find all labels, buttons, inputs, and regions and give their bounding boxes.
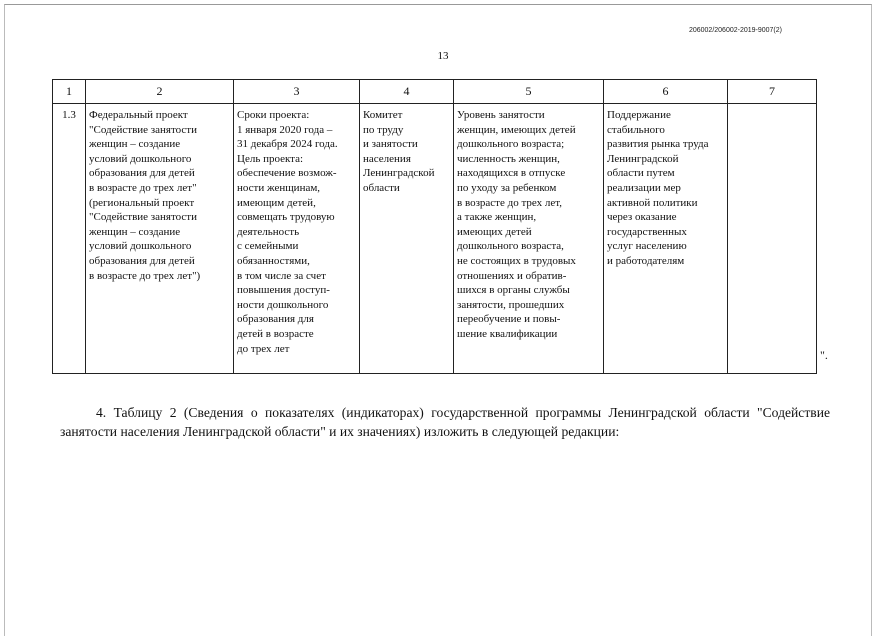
project-name-cell: Федеральный проект "Содействие занятости женщин – создание условий дошкольного образования для детей в возрасте до трех лет" (региональный проект "Содействие занятости женщин – создание условий дошкольного образования для детей в возрасте до трех лет") bbox=[86, 104, 234, 374]
column-number-3: 3 bbox=[234, 80, 360, 104]
document-code: 206002/206002-2019-9007(2) bbox=[688, 27, 782, 34]
body-paragraph: 4. Таблицу 2 (Сведения о показателях (индикаторах) государственной программы Ленинградской области "Содействие занятости населения Ленинградской области" и их значениях) изложить в следующей редакции: bbox=[60, 405, 830, 439]
goal-cell: Поддержание стабильного развития рынка труда Ленинградской области путем реализации мер активной политики через оказание государственных услуг населению и работодателям bbox=[604, 104, 728, 374]
column-number-2: 2 bbox=[86, 80, 234, 104]
table-header-row bbox=[53, 80, 817, 104]
closing-quote: ". bbox=[820, 348, 828, 362]
program-table bbox=[52, 79, 817, 374]
page-number: 13 bbox=[437, 50, 449, 62]
column-number-5: 5 bbox=[454, 80, 604, 104]
column-number-7: 7 bbox=[728, 80, 817, 104]
table-row bbox=[53, 104, 817, 374]
indicators-cell: Уровень занятости женщин, имеющих детей дошкольного возраста; численность женщин, находящихся в отпуске по уходу за ребенком в возрасте до трех лет, а также женщин, имеющих детей дошкольного возраста, не состоящих в трудовых отношениях и обратив- шихся в органы службы занятости, прошедших переобучение и повы- шение квалификации bbox=[454, 104, 604, 374]
responsible-cell: Комитет по труду и занятости населения Ленинградской области bbox=[360, 104, 454, 374]
column-number-4: 4 bbox=[360, 80, 454, 104]
empty-cell bbox=[728, 104, 817, 374]
column-number-6: 6 bbox=[604, 80, 728, 104]
column-number-1: 1 bbox=[53, 80, 86, 104]
row-index-cell: 1.3 bbox=[53, 104, 86, 374]
project-terms-cell: Сроки проекта: 1 января 2020 года – 31 декабря 2024 года. Цель проекта: обеспечение возмож- ности женщинам, имеющим детей, совмещать трудовую деятельность с семейными обязанностями, в том числе за счет повышения доступ- ности дошкольного образования для детей в возрасте до трех лет bbox=[234, 104, 360, 374]
